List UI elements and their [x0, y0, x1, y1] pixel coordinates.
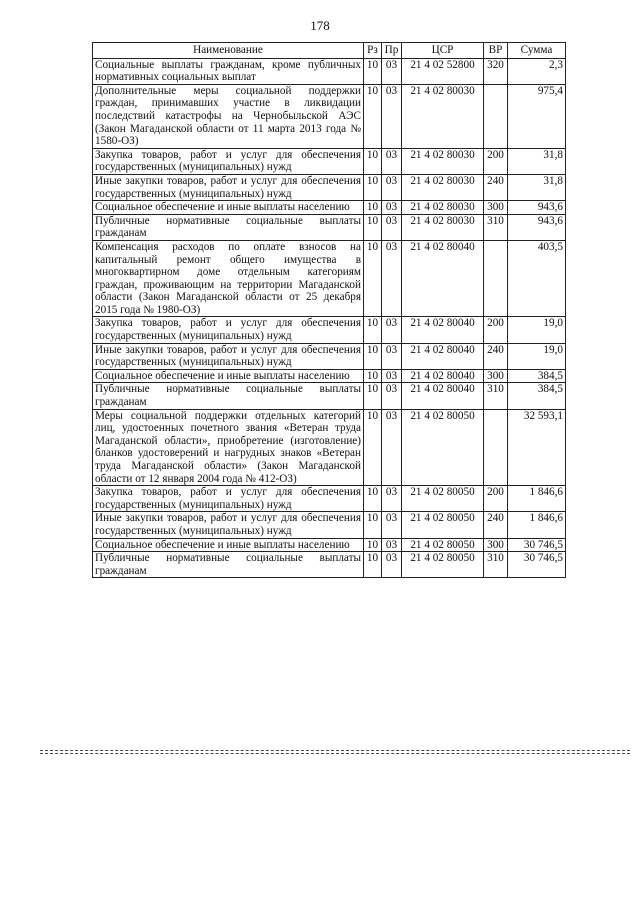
cell-vr: 200: [484, 148, 508, 174]
table-row: [93, 201, 566, 215]
cell-vr: [484, 409, 508, 486]
cell-sum: 31,8: [508, 148, 566, 174]
page-divider-bottom: [40, 753, 630, 754]
cell-csr: 21 4 02 80050: [402, 538, 484, 552]
cell-sum: 943,6: [508, 201, 566, 215]
cell-vr: 300: [484, 538, 508, 552]
header-pr: Пр: [382, 43, 402, 59]
cell-rz: 10: [364, 409, 382, 486]
cell-pr: 03: [382, 383, 402, 409]
cell-rz: 10: [364, 58, 382, 84]
table-row: [93, 148, 566, 174]
cell-csr: 21 4 02 80030: [402, 201, 484, 215]
cell-vr: 240: [484, 512, 508, 538]
cell-pr: 03: [382, 174, 402, 200]
table-row: [93, 383, 566, 409]
cell-sum: 19,0: [508, 317, 566, 343]
cell-rz: 10: [364, 214, 382, 240]
table-row: [93, 409, 566, 486]
cell-rz: 10: [364, 84, 382, 148]
cell-pr: 03: [382, 317, 402, 343]
cell-pr: 03: [382, 512, 402, 538]
cell-sum: 2,3: [508, 58, 566, 84]
cell-sum: 19,0: [508, 343, 566, 369]
cell-vr: 240: [484, 343, 508, 369]
header-sum: Сумма: [508, 43, 566, 59]
cell-pr: 03: [382, 240, 402, 317]
cell-name: Социальное обеспечение и иные выплаты населению: [93, 201, 364, 215]
cell-sum: 943,6: [508, 214, 566, 240]
header-csr: ЦСР: [402, 43, 484, 59]
cell-name: Компенсация расходов по оплате взносов на капитальный ремонт общего имущества в многоквартирном доме отдельным категориям граждан, проживающим на территории Магаданской области (Закон Магаданской области от 25 декабря 2015 года № 1980-ОЗ): [93, 240, 364, 317]
cell-sum: 1 846,6: [508, 486, 566, 512]
header-rz: Рз: [364, 43, 382, 59]
table-row: [93, 240, 566, 317]
budget-table: [92, 42, 566, 578]
cell-pr: 03: [382, 552, 402, 578]
cell-vr: 200: [484, 317, 508, 343]
cell-rz: 10: [364, 148, 382, 174]
cell-csr: 21 4 02 80050: [402, 409, 484, 486]
cell-rz: 10: [364, 201, 382, 215]
cell-csr: 21 4 02 80050: [402, 486, 484, 512]
cell-rz: 10: [364, 240, 382, 317]
cell-vr: 200: [484, 486, 508, 512]
cell-pr: 03: [382, 214, 402, 240]
table-row: [93, 369, 566, 383]
page-divider-top: [40, 750, 630, 751]
cell-pr: 03: [382, 343, 402, 369]
cell-vr: 240: [484, 174, 508, 200]
cell-name: Публичные нормативные социальные выплаты гражданам: [93, 214, 364, 240]
cell-csr: 21 4 02 80040: [402, 369, 484, 383]
cell-csr: 21 4 02 80040: [402, 383, 484, 409]
table-row: [93, 538, 566, 552]
table-row: [93, 343, 566, 369]
cell-rz: 10: [364, 383, 382, 409]
cell-rz: 10: [364, 552, 382, 578]
cell-pr: 03: [382, 84, 402, 148]
cell-pr: 03: [382, 148, 402, 174]
cell-csr: 21 4 02 80040: [402, 240, 484, 317]
cell-csr: 21 4 02 80030: [402, 214, 484, 240]
header-vr: ВР: [484, 43, 508, 59]
cell-name: Закупка товаров, работ и услуг для обеспечения государственных (муниципальных) нужд: [93, 486, 364, 512]
cell-pr: 03: [382, 538, 402, 552]
cell-name: Иные закупки товаров, работ и услуг для обеспечения государственных (муниципальных) нужд: [93, 512, 364, 538]
cell-rz: 10: [364, 174, 382, 200]
cell-name: Дополнительные меры социальной поддержки граждан, принимавших участие в ликвидации последствий катастрофы на Чернобыльской АЭС (Закон Магаданской области от 11 марта 2013 года № 1580-ОЗ): [93, 84, 364, 148]
cell-name: Иные закупки товаров, работ и услуг для обеспечения государственных (муниципальных) нужд: [93, 174, 364, 200]
cell-name: Социальные выплаты гражданам, кроме публичных нормативных социальных выплат: [93, 58, 364, 84]
header-name: Наименование: [93, 43, 364, 59]
table-row: [93, 174, 566, 200]
cell-sum: 32 593,1: [508, 409, 566, 486]
cell-csr: 21 4 02 52800: [402, 58, 484, 84]
cell-sum: 975,4: [508, 84, 566, 148]
cell-sum: 384,5: [508, 369, 566, 383]
cell-pr: 03: [382, 201, 402, 215]
cell-csr: 21 4 02 80050: [402, 552, 484, 578]
cell-name: Социальное обеспечение и иные выплаты населению: [93, 538, 364, 552]
cell-rz: 10: [364, 538, 382, 552]
cell-vr: [484, 84, 508, 148]
cell-vr: 300: [484, 201, 508, 215]
cell-csr: 21 4 02 80040: [402, 343, 484, 369]
cell-sum: 384,5: [508, 383, 566, 409]
cell-rz: 10: [364, 317, 382, 343]
cell-name: Закупка товаров, работ и услуг для обеспечения государственных (муниципальных) нужд: [93, 148, 364, 174]
cell-csr: 21 4 02 80030: [402, 174, 484, 200]
cell-vr: 310: [484, 552, 508, 578]
cell-name: Социальное обеспечение и иные выплаты населению: [93, 369, 364, 383]
cell-csr: 21 4 02 80030: [402, 148, 484, 174]
table-row: [93, 512, 566, 538]
page-number: 178: [310, 18, 330, 33]
cell-vr: 320: [484, 58, 508, 84]
cell-csr: 21 4 02 80050: [402, 512, 484, 538]
table-row: [93, 214, 566, 240]
cell-sum: 31,8: [508, 174, 566, 200]
cell-sum: 403,5: [508, 240, 566, 317]
cell-rz: 10: [364, 486, 382, 512]
cell-vr: [484, 240, 508, 317]
cell-csr: 21 4 02 80030: [402, 84, 484, 148]
cell-sum: 30 746,5: [508, 552, 566, 578]
table-row: [93, 84, 566, 148]
cell-rz: 10: [364, 369, 382, 383]
cell-pr: 03: [382, 58, 402, 84]
cell-vr: 300: [484, 369, 508, 383]
cell-pr: 03: [382, 369, 402, 383]
cell-csr: 21 4 02 80040: [402, 317, 484, 343]
table-row: [93, 552, 566, 578]
cell-rz: 10: [364, 343, 382, 369]
cell-name: Публичные нормативные социальные выплаты гражданам: [93, 383, 364, 409]
cell-name: Иные закупки товаров, работ и услуг для обеспечения государственных (муниципальных) нужд: [93, 343, 364, 369]
cell-pr: 03: [382, 486, 402, 512]
cell-sum: 30 746,5: [508, 538, 566, 552]
table-header-row: [93, 43, 566, 59]
table-row: [93, 486, 566, 512]
table-row: [93, 58, 566, 84]
cell-name: Меры социальной поддержки отдельных категорий лиц, удостоенных почетного звания «Ветеран труда Магаданской области», приобретение (изготовление) бланков удостоверений и нагрудных знаков «Ветеран труда Магаданской области» (Закон Магаданской области от 12 января 2004 года № 412-ОЗ): [93, 409, 364, 486]
cell-name: Публичные нормативные социальные выплаты гражданам: [93, 552, 364, 578]
cell-sum: 1 846,6: [508, 512, 566, 538]
cell-name: Закупка товаров, работ и услуг для обеспечения государственных (муниципальных) нужд: [93, 317, 364, 343]
table-row: [93, 317, 566, 343]
cell-vr: 310: [484, 214, 508, 240]
cell-rz: 10: [364, 512, 382, 538]
cell-vr: 310: [484, 383, 508, 409]
cell-pr: 03: [382, 409, 402, 486]
